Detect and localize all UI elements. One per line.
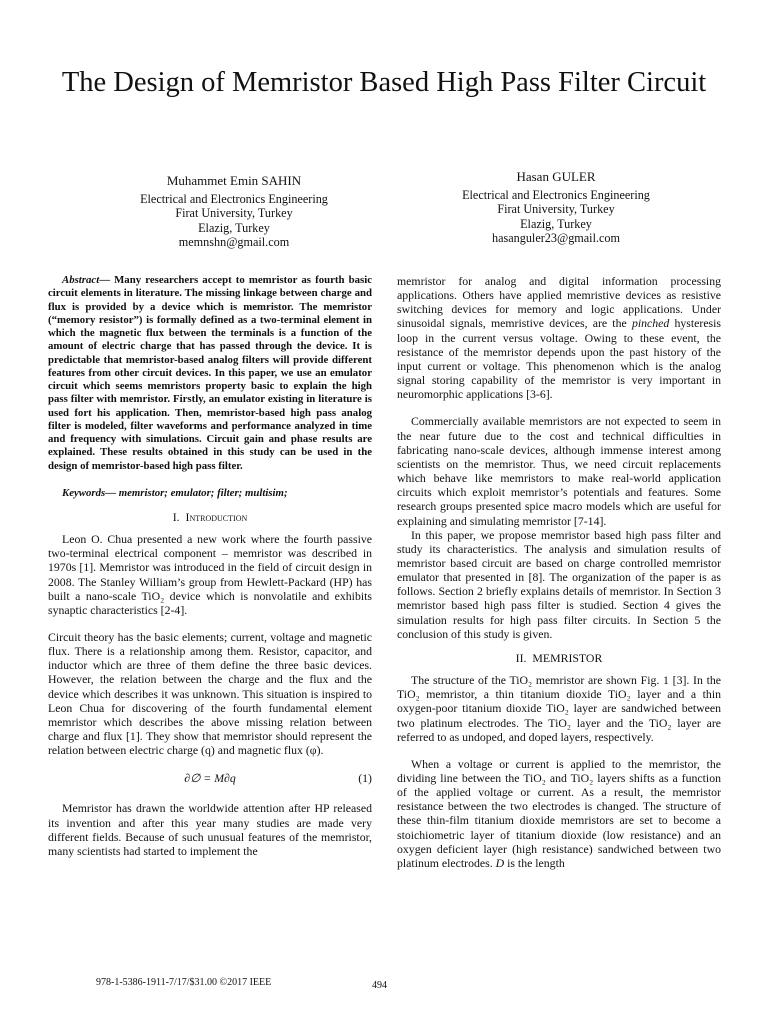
equation-formula: ∂∅ = M∂q (184, 771, 236, 786)
right-paragraph-5 (397, 757, 721, 870)
author-university: Firat University, Turkey (497, 202, 615, 217)
right-paragraph-2: Commercially available memristors are not expected to seem in the near future due to the cost and technical difficulties in fabricating nano-scale devices, although immense interest among scientists on the memristor. Thus, we need circuit replacements which behave like memristors to make real-world application circuits which exploit memristor’s potentials and features. Some research groups presented spice macro models which are useful for explaining and simulating memristor [7-14]. (397, 414, 721, 528)
section-number: I. (172, 509, 180, 524)
author-name: Muhammet Emin SAHIN (166, 173, 302, 188)
section-number: II. (515, 650, 527, 665)
page-number: 494 (372, 980, 387, 991)
author-university: Firat University, Turkey (175, 206, 293, 221)
abstract-text: — Many researchers accept to memristor as fourth basic circuit elements in literature. The missing linkage between charge and flux is provided by a device which is memristor. The memristor (“memory resistor”) is formally defined as a two-terminal element in which the magnetic flux between the terminals is a function of the amount of electric charge that has passed through the device. It is predictable that memristor-based analog filters will provide different features from other circuit devices. In this paper, we use an emulator circuit which seems memristors property basic to explain the high pass filter with memristor. Firstly, an emulator existing in literature is used fort his application. Then, memristor-based high pass analog filter is modeled, filter waveforms and performance analyzed in time and frequency with simulations. Circuit gain and phase results are explained. These results obtained in this study can be used in the design of memristor-based high pass filter. (48, 274, 372, 472)
section-heading-introduction (48, 510, 372, 524)
paper-title: The Design of Memristor Based High Pass Filter Circuit (61, 67, 707, 98)
author-email: hasanguler23@gmail.com (492, 231, 620, 246)
author-affiliation: Electrical and Electronics Engineering (462, 187, 650, 202)
keywords-text: — memristor; emulator; filter; multisim; (105, 486, 288, 499)
text-run: When a voltage or current is applied to the memristor, the dividing line between the TiO₂ and TiO₂ layers shifts as a function of the applied voltage or current. As a result, the memristor resistance between the two electrodes is changed. The structure of these thin-film titanium dioxide memristors are set to become a stoichiometric layer of titanium dioxide (low resistance) and an oxygen deficient layer (high resistance) sandwiched between two platinum electrodes. (397, 756, 721, 870)
text-run: is the length (507, 855, 565, 870)
intro-paragraph-1: Leon O. Chua presented a new work where the fourth passive two-terminal electrical component – memristor was described in 1970s [1]. Memristor was introduced in the field of circuit design in 2008. The Stanley William’s group from Hewlett-Packard (HP) has built a nano-scale TiO₂ device which is nonvolatile and exhibits synaptic characteristics [2-4]. (48, 532, 372, 617)
text-run: hysteresis loop in the current versus voltage. Owing to these event, the resistance of the memristor depends upon the past history of the input current or voltage. This phenomenon which is the analog signal storing capability of the memristor is very important in neuromorphic applications [3-6]. (397, 316, 722, 402)
author-email: memnshn@gmail.com (178, 235, 290, 250)
abstract (48, 274, 372, 473)
text-run: memristor for analog and digital information processing applications. Others have applied memristive devices as resistive switching devices for memory and logic applications. Under sinusoidal signals, memristive devices, are the (397, 274, 721, 331)
right-paragraph-4: The structure of the TiO₂ memristor are shown Fig. 1 [3]. In the TiO₂ memristor, a thin titanium dioxide TiO₂ layer and a thin oxygen-poor titanium dioxide TiO₂ layer are sandwiched between two platinum electrodes. The TiO₂ layer and the TiO₂ layer are referred to as undoped, and doped layers, respectively. (397, 673, 721, 744)
keywords-lead: Keywords (62, 486, 106, 499)
left-column (48, 274, 372, 858)
equation-number: (1) (358, 771, 372, 786)
abstract-lead: Abstract (62, 274, 100, 286)
equation-1 (48, 771, 372, 787)
section-title: Introduction (185, 509, 248, 524)
keywords (48, 486, 372, 500)
author-city: Elazig, Turkey (520, 216, 592, 231)
author-city: Elazig, Turkey (198, 220, 270, 235)
intro-paragraph-3: Memristor has drawn the worldwide attention after HP released its invention and after this year many studies are made very different fields. Because of such unusual features of the memristor, many scientists had started to implement the (48, 801, 372, 858)
italic-term: pinched (631, 316, 670, 331)
intro-paragraph-2: Circuit theory has the basic elements; current, voltage and magnetic flux. There is a relationship among them. Resistor, capacitor, and inductor which are three of them define the three basic devices. However, the relation between the charge and the flux and the device which describes it was unknown. This situation is inspired to Leon Chua for discovering of the fourth fundamental element memristor which describes the above missing relation between charge and flux [1]. They show that memristor should represent the relation between electric charge (q) and magnetic flux (φ). (48, 630, 372, 758)
right-paragraph-1 (397, 274, 721, 401)
section-heading-memristor (397, 651, 721, 665)
author-name: Hasan GULER (516, 169, 596, 184)
italic-term: D (495, 855, 505, 870)
right-column (397, 274, 721, 870)
section-title: MEMRISTOR (532, 650, 603, 665)
author-block-1 (98, 174, 370, 250)
author-affiliation: Electrical and Electronics Engineering (140, 191, 328, 206)
author-block-2 (420, 170, 692, 246)
right-paragraph-3: In this paper, we propose memristor based high pass filter and study its characteristics. The analysis and simulation results of memristor based circuit are based on charge controlled memristor emulator that presented in [8]. The organization of the paper is as follows. Section 2 briefly explains details of memristor. In Section 3 memristor based high pass filter is studied. Section 4 gives the simulation results for high pass filter circuits. In Section 5 the conclusion of this study is given. (397, 527, 721, 641)
footer-copyright: 978-1-5386-1911-7/17/$31.00 ©2017 IEEE (96, 977, 272, 988)
